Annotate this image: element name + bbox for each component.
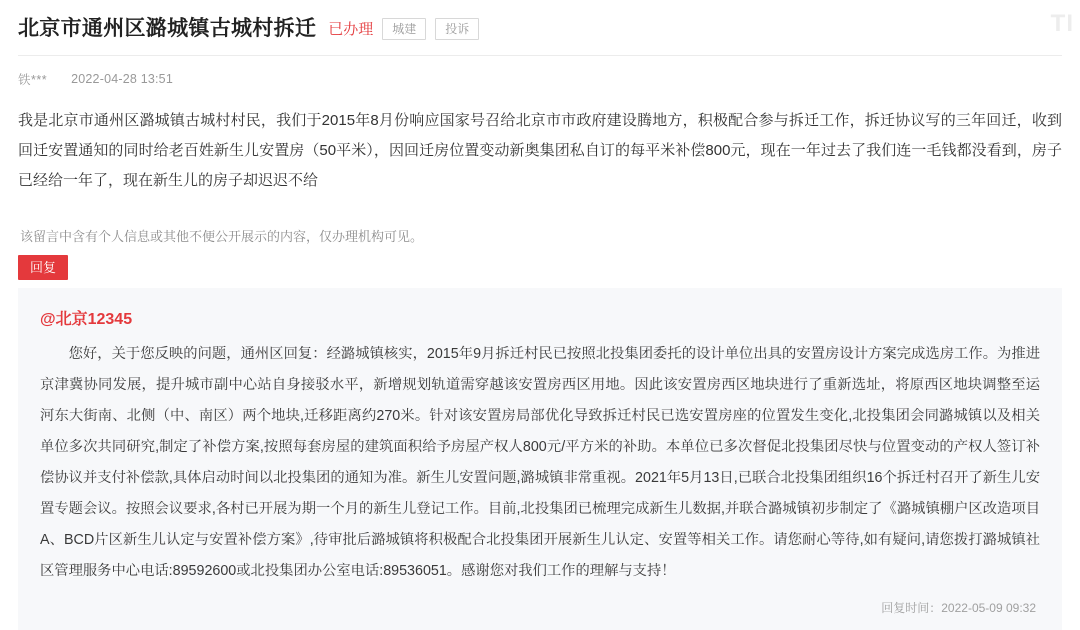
reply-panel bbox=[18, 288, 1062, 630]
reply-time bbox=[40, 587, 1040, 618]
post-time: 2022-04-28 13:51 bbox=[71, 72, 173, 87]
post-header bbox=[18, 0, 1062, 55]
author-name: 铁*** bbox=[18, 73, 48, 88]
tag-category[interactable]: 城建 bbox=[382, 18, 426, 40]
reply-time-value: 2022-05-09 09:32 bbox=[941, 601, 1036, 616]
reply-author: @北京12345 bbox=[40, 311, 133, 329]
reply-time-label: 回复时间： bbox=[881, 601, 942, 616]
tag-type[interactable]: 投诉 bbox=[435, 18, 479, 40]
privacy-notice: 该留言中含有个人信息或其他不便公开展示的内容，仅办理机构可见。 bbox=[20, 229, 424, 245]
reply-button[interactable]: 回复 bbox=[18, 255, 68, 280]
post-content: 我是北京市通州区潞城镇古城村村民，我们于2015年8月份响应国家号召给北京市市政府建设腾地方，积极配合参与拆迁工作，拆迁协议写的三年回迁，收到回迁安置通知的同时给老百姓新生儿安置房（50平米），因回迁房位置变动新奥集团私自订的每平米补偿800元，现在一年过去了我们连一毛钱都没看到，房子已经给一年了，现在新生儿的房子却迟迟不给 bbox=[18, 112, 1062, 190]
watermark: TI bbox=[1050, 10, 1074, 37]
reply-content: 您好，关于您反映的问题，通州区回复：经潞城镇核实，2015年9月拆迁村民已按照北投集团委托的设计单位出具的安置房设计方案完成选房工作。为推进京津冀协同发展，提升城市副中心站自身接驳水平，新增规划轨道需穿越该安置房西区用地。因此该安置房西区地块进行了重新选址，将原西区地块调整至运河东大街南、北侧（中、南区）两个地块,迁移距离约270米。针对该安置房局部优化导致拆迁村民已选安置房座的位置发生变化,北投集团会同潞城镇以及相关单位多次共同研究,制定了补偿方案,按照每套房屋的建筑面积给予房屋产权人800元/平方米的补助。本单位已多次督促北投集团尽快与位置变动的产权人签订补偿协议并支付补偿款,具体启动时间以北投集团的通知为准。新生儿安置问题,潞城镇非常重视。2021年5月13日,已联合北投集团组织16个拆迁村召开了新生儿安置专题会议。按照会议要求,各村已开展为期一个月的新生儿登记工作。目前,北投集团已梳理完成新生儿数据,并联合潞城镇初步制定了《潞城镇棚户区改造项目A、BCD片区新生儿认定与安置补偿方案》,待审批后潞城镇将积极配合北投集团开展新生儿认定、安置等相关工作。请您耐心等待,如有疑问,请您拨打潞城镇社区管理服务中心电话:89592600或北投集团办公室电话:89536051。感谢您对我们工作的理解与支持！ bbox=[40, 346, 1040, 580]
status-badge: 已办理 bbox=[328, 21, 374, 39]
post-meta bbox=[18, 56, 1062, 98]
page-title: 北京市通州区潞城镇古城村拆迁 bbox=[18, 17, 317, 40]
